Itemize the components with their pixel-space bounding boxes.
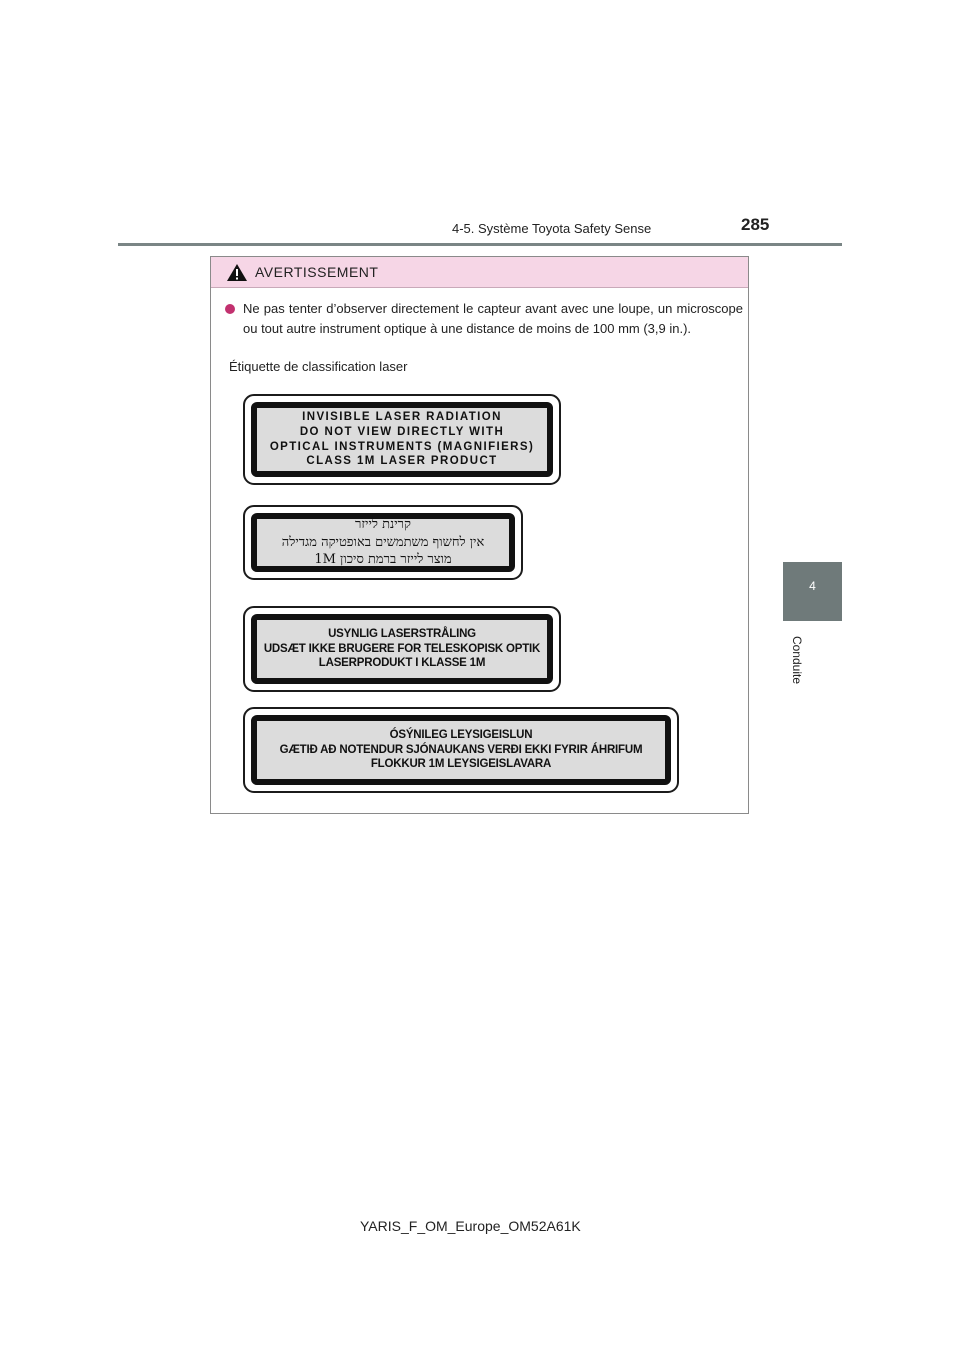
warning-triangle-icon — [226, 263, 248, 282]
warning-header — [211, 257, 748, 288]
document-code: YARIS_F_OM_Europe_OM52A61K — [360, 1218, 581, 1234]
label-caption: Étiquette de classification laser — [229, 359, 408, 374]
label-line: אין לחשוף משתמשים באופטיקה מגדילה — [281, 534, 485, 550]
chapter-tab — [783, 562, 842, 621]
label-line: CLASS 1M LASER PRODUCT — [306, 455, 498, 468]
label-line: קרינת לייזר — [355, 517, 411, 533]
laser-label-hebrew — [243, 505, 523, 580]
warning-box — [210, 256, 749, 814]
laser-label-icelandic — [243, 707, 679, 793]
bullet-dot-icon — [225, 304, 235, 314]
label-line: LASERPRODUKT I KLASSE 1M — [318, 657, 486, 670]
label-line: UDSÆT IKKE BRUGERE FOR TELESKOPISK OPTIK — [263, 642, 541, 655]
label-line: GÆTIÐ AÐ NOTENDUR SJÓNAUKANS VERÐI EKKI FYRIR ÁHRIFUM — [279, 743, 643, 756]
laser-label-english — [243, 394, 561, 485]
laser-label-danish — [243, 606, 561, 692]
section-title: 4-5. Système Toyota Safety Sense — [452, 221, 652, 236]
label-line: מוצר לייזר ברמת סיכון 1M — [314, 552, 452, 568]
warning-bullet-text: Ne pas tenter d’observer directement le capteur avant avec une loupe, un microscope ou tout autre instrument optique à une distance de moins de 100 mm (3,9 in.). — [243, 301, 743, 336]
label-line: FLOKKUR 1M LEYSIGEISLAVARA — [370, 758, 552, 771]
label-line: USYNLIG LASERSTRÅLING — [328, 627, 476, 640]
label-line: OPTICAL INSTRUMENTS (MAGNIFIERS) — [269, 440, 535, 453]
label-line: INVISIBLE LASER RADIATION — [302, 411, 502, 424]
header-divider — [118, 243, 842, 246]
label-line: DO NOT VIEW DIRECTLY WITH — [299, 425, 505, 438]
label-line: ÓSÝNILEG LEYSIGEISLUN — [389, 728, 533, 741]
warning-title: AVERTISSEMENT — [255, 264, 379, 280]
warning-bullet — [225, 299, 743, 339]
chapter-number: 4 — [809, 579, 816, 593]
chapter-title: Conduite — [790, 635, 804, 685]
page-number: 285 — [741, 215, 770, 234]
